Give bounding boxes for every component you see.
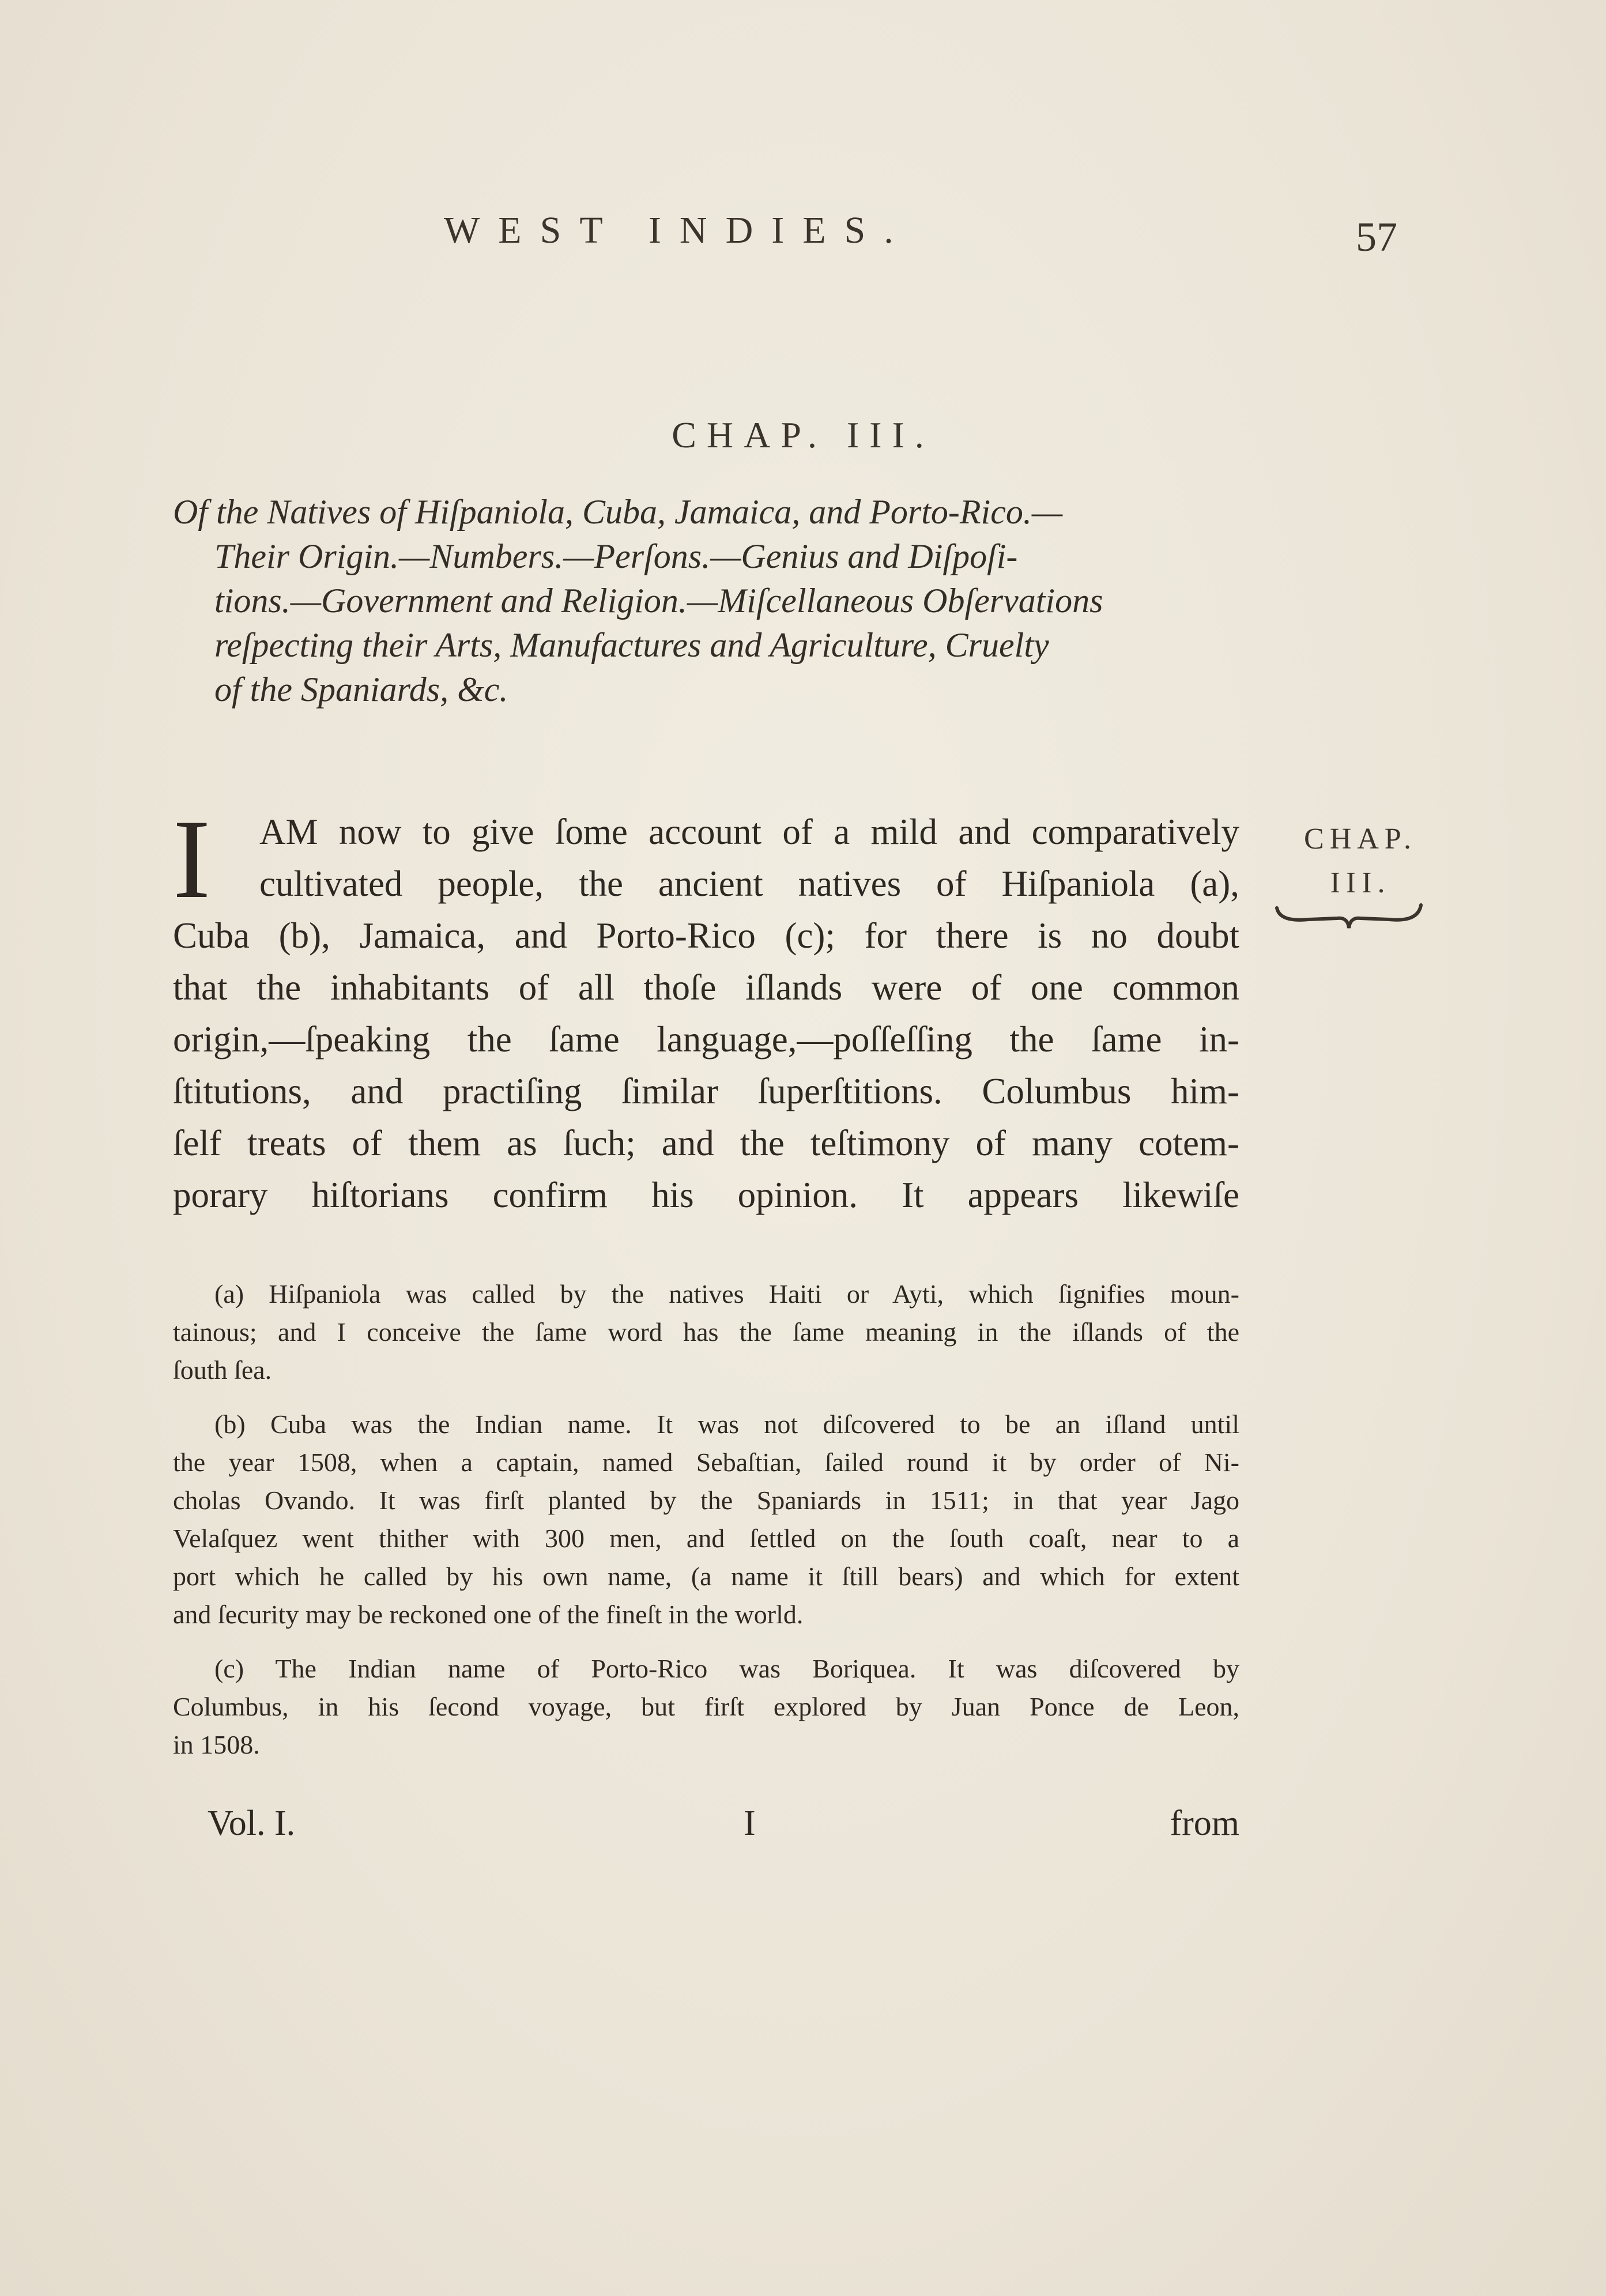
body-text <box>173 797 1239 1221</box>
footnote-line: (c) The Indian name of Porto-Rico was Boriquea. It was diſcovered by <box>214 1654 1239 1683</box>
footnote-line: the year 1508, when a captain, named Sebaſtian, ſailed round it by order of Ni- <box>173 1447 1239 1477</box>
margin-note-line: III. <box>1330 866 1391 899</box>
footnote-line: ſouth ſea. <box>173 1355 272 1385</box>
summary-line: Of the Natives of Hiſpaniola, Cuba, Jamaica, and Porto-Rico.— <box>173 493 1063 531</box>
body-line: porary hiſtorians confirm his opinion. It appears likewiſe <box>173 1175 1239 1215</box>
footnote-line: (a) Hiſpaniola was called by the natives Haiti or Ayti, which ſignifies moun- <box>214 1279 1239 1309</box>
footnote-line: cholas Ovando. It was firſt planted by the Spaniards in 1511; in that year Jago <box>173 1486 1239 1515</box>
running-head: WEST INDIES. <box>444 209 912 251</box>
summary-line: of the Spaniards, &c. <box>214 670 508 708</box>
catchword: from <box>1170 1804 1239 1843</box>
footnote-line: in 1508. <box>173 1730 260 1759</box>
volume-label: Vol. I. <box>208 1804 296 1843</box>
footnote-line: (b) Cuba was the Indian name. It was not diſcovered to be an iſland until <box>214 1409 1239 1439</box>
footnotes <box>173 1275 1239 1780</box>
footnote <box>173 1405 1239 1634</box>
margin-note-line: CHAP. <box>1304 823 1417 855</box>
signature-mark: I <box>744 1804 756 1843</box>
summary-line: reſpecting their Arts, Manufactures and Agriculture, Cruelty <box>214 626 1049 664</box>
body-line: AM now to give ſome account of a mild and comparatively <box>259 812 1239 852</box>
footnote-line: port which he called by his own name, (a name it ſtill bears) and which for extent <box>173 1562 1239 1591</box>
body-line: origin,—ſpeaking the ſame language,—poſſeſſing the ſame in- <box>173 1019 1239 1060</box>
drop-cap: I <box>173 797 211 922</box>
summary-line: tions.—Government and Religion.—Miſcellaneous Obſervations <box>214 582 1103 620</box>
footnote-line: and ſecurity may be reckoned one of the fineſt in the world. <box>173 1600 804 1629</box>
body-line: Cuba (b), Jamaica, and Porto-Rico (c); for there is no doubt <box>173 915 1239 956</box>
body-line: ſtitutions, and practiſing ſimilar ſuperſtitions. Columbus him- <box>173 1071 1239 1111</box>
body-line: that the inhabitants of all thoſe iſlands were of one common <box>173 967 1239 1008</box>
body-line: ſelf treats of them as ſuch; and the teſtimony of many cotem- <box>173 1123 1239 1163</box>
margin-note <box>1268 817 1453 905</box>
footnote-line: Columbus, in his ſecond voyage, but firſt explored by Juan Ponce de Leon, <box>173 1692 1239 1721</box>
chapter-heading: CHAP. III. <box>672 414 934 455</box>
brace-icon <box>1274 896 1424 937</box>
page-number: 57 <box>1356 214 1397 260</box>
footnote <box>173 1275 1239 1389</box>
footnote <box>173 1650 1239 1764</box>
footnote-line: tainous; and I conceive the ſame word has the ſame meaning in the iſlands of the <box>173 1317 1239 1347</box>
chapter-summary <box>173 490 1239 712</box>
body-line: cultivated people, the ancient natives of Hiſpaniola (a), <box>259 864 1239 904</box>
summary-line: Their Origin.—Numbers.—Perſons.—Genius and Diſpoſi- <box>214 537 1018 575</box>
footnote-line: Velaſquez went thither with 300 men, and ſettled on the ſouth coaſt, near to a <box>173 1524 1239 1553</box>
